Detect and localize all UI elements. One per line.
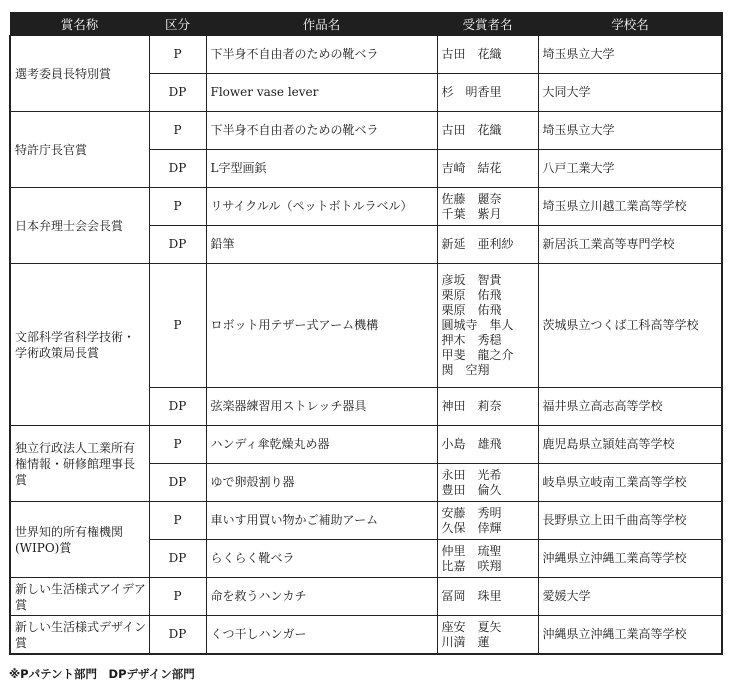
- category-cell: P: [149, 426, 206, 464]
- winner-name: 安藤 秀明: [441, 505, 502, 520]
- table-row: [10, 502, 722, 540]
- header-award: 賞名称: [10, 13, 149, 36]
- school-cell: 埼玉県立川越工業高等学校: [538, 188, 722, 226]
- school-cell: 沖縄県立沖縄工業高等学校: [538, 616, 722, 655]
- winners-cell: [437, 264, 538, 388]
- winners-cell: [437, 540, 538, 578]
- work-cell: ロボット用テザー式アーム機構: [206, 264, 437, 388]
- school-cell: 埼玉県立大学: [538, 112, 722, 150]
- award-name-line: (WIPO)賞: [15, 540, 72, 555]
- category-cell: DP: [149, 464, 206, 502]
- school-cell: 岐阜県立岐南工業高等学校: [538, 464, 722, 502]
- winners-cell: [437, 36, 538, 74]
- award-name-line: 賞: [15, 472, 28, 487]
- winner-name: 神田 莉奈: [441, 399, 502, 413]
- school-cell: 八戸工業大学: [538, 150, 722, 188]
- winner-name: 冨岡 珠里: [441, 589, 502, 603]
- award-name-line: 新しい生活様式デザイン: [15, 619, 147, 634]
- category-cell: DP: [149, 540, 206, 578]
- work-cell: 下半身不自由者のための靴ベラ: [206, 112, 437, 150]
- winner-name: 新延 亜利紗: [441, 237, 514, 251]
- work-cell: 命を救うハンカチ: [206, 578, 437, 616]
- award-name-cell: [10, 426, 149, 502]
- winner-name: 佐藤 麗奈: [441, 191, 502, 206]
- category-cell: DP: [149, 616, 206, 655]
- category-cell: P: [149, 36, 206, 74]
- table-row: [10, 616, 722, 655]
- header-work: 作品名: [206, 13, 437, 36]
- winner-name: 豊田 倫久: [441, 482, 502, 497]
- category-cell: DP: [149, 388, 206, 426]
- winner-name: 仲里 琉聖: [441, 543, 502, 558]
- table-row: [10, 188, 722, 226]
- work-cell: Flower vase lever: [206, 74, 437, 112]
- winner-name: 杉 明香里: [441, 85, 502, 99]
- category-legend-footnote: ※Pパテント部門 DPデザイン部門: [9, 667, 195, 681]
- table-row: [10, 426, 722, 464]
- winner-name: 押木 秀穏: [441, 333, 502, 347]
- table-row: [10, 264, 722, 388]
- winner-name: 小島 雄飛: [441, 437, 502, 451]
- work-cell: ハンディ傘乾燥丸め器: [206, 426, 437, 464]
- award-name-line: 日本弁理士会会長賞: [15, 218, 124, 233]
- winner-name: 栗原 佑飛: [441, 288, 502, 302]
- winners-cell: [437, 464, 538, 502]
- category-cell: P: [149, 502, 206, 540]
- table-row: [10, 112, 722, 150]
- work-cell: らくらく靴ベラ: [206, 540, 437, 578]
- work-cell: 車いす用買い物かご補助アーム: [206, 502, 437, 540]
- winners-cell: [437, 578, 538, 616]
- winner-name: 千葉 紫月: [441, 206, 502, 221]
- award-name-cell: [10, 36, 149, 112]
- header-school: 学校名: [538, 13, 722, 36]
- work-cell: L字型画鋲: [206, 150, 437, 188]
- award-name-line: 賞: [15, 635, 28, 650]
- winner-name: 関 空翔: [441, 363, 490, 377]
- table-row: [10, 36, 722, 74]
- winners-cell: [437, 502, 538, 540]
- winner-name: 座安 夏矢: [441, 619, 502, 634]
- winner-name: 吉崎 結花: [441, 161, 502, 175]
- award-name-line: 権情報・研修館理事長: [15, 456, 136, 471]
- awards-table-container: [9, 12, 721, 655]
- school-cell: 茨城県立つくば工科高等学校: [538, 264, 722, 388]
- work-cell: 下半身不自由者のための靴ベラ: [206, 36, 437, 74]
- category-cell: P: [149, 264, 206, 388]
- work-cell: 弦楽器練習用ストレッチ器具: [206, 388, 437, 426]
- category-cell: DP: [149, 226, 206, 264]
- award-name-line: 選考委員長特別賞: [15, 66, 112, 81]
- winners-cell: [437, 426, 538, 464]
- winner-name: 永田 光希: [441, 467, 502, 482]
- winners-cell: [437, 616, 538, 655]
- school-cell: 長野県立上田千曲高等学校: [538, 502, 722, 540]
- category-cell: P: [149, 112, 206, 150]
- award-name-cell: [10, 264, 149, 426]
- winners-cell: [437, 226, 538, 264]
- award-name-line: 新しい生活様式アイデア: [15, 581, 146, 596]
- category-cell: DP: [149, 150, 206, 188]
- header-winners: 受賞者名: [437, 13, 538, 36]
- award-name-cell: [10, 578, 149, 616]
- winner-name: 栗原 佑飛: [441, 303, 502, 317]
- school-cell: 鹿児島県立頴娃高等学校: [538, 426, 722, 464]
- category-cell: P: [149, 188, 206, 226]
- header-row: [10, 13, 722, 36]
- winners-cell: [437, 74, 538, 112]
- winner-name: 彦坂 智貴: [441, 273, 502, 287]
- category-cell: DP: [149, 74, 206, 112]
- awards-table: [9, 12, 723, 655]
- winner-name: 古田 花織: [441, 47, 502, 61]
- table-row: [10, 578, 722, 616]
- winner-name: 甲斐 龍之介: [441, 348, 514, 362]
- winner-name: 久保 倖輝: [441, 520, 502, 535]
- winner-name: 古田 花織: [441, 123, 502, 137]
- winners-cell: [437, 112, 538, 150]
- award-name-cell: [10, 502, 149, 578]
- award-name-line: 賞: [15, 597, 28, 612]
- award-name-line: 世界知的所有権機関: [15, 524, 124, 539]
- winner-name: 川満 蓮: [441, 634, 490, 649]
- winners-cell: [437, 150, 538, 188]
- winners-cell: [437, 188, 538, 226]
- header-category: 区分: [149, 13, 206, 36]
- school-cell: 福井県立高志高等学校: [538, 388, 722, 426]
- winners-cell: [437, 388, 538, 426]
- work-cell: リサイクルル（ペットボトルラベル）: [206, 188, 437, 226]
- award-name-cell: [10, 616, 149, 655]
- winner-name: 比嘉 咲翔: [441, 558, 502, 573]
- work-cell: ゆで卵殻割り器: [206, 464, 437, 502]
- award-name-cell: [10, 112, 149, 188]
- winner-name: 圓城寺 隼人: [441, 318, 514, 332]
- school-cell: 新居浜工業高等専門学校: [538, 226, 722, 264]
- award-name-line: 学術政策局長賞: [15, 345, 100, 360]
- work-cell: 鉛筆: [206, 226, 437, 264]
- school-cell: 大同大学: [538, 74, 722, 112]
- school-cell: 沖縄県立沖縄工業高等学校: [538, 540, 722, 578]
- award-name-cell: [10, 188, 149, 264]
- work-cell: くつ干しハンガー: [206, 616, 437, 655]
- award-name-line: 独立行政法人工業所有: [15, 440, 136, 455]
- award-name-line: 特許庁長官賞: [15, 142, 88, 157]
- category-cell: P: [149, 578, 206, 616]
- school-cell: 愛媛大学: [538, 578, 722, 616]
- school-cell: 埼玉県立大学: [538, 36, 722, 74]
- award-name-line: 文部科学省科学技術・: [15, 329, 136, 344]
